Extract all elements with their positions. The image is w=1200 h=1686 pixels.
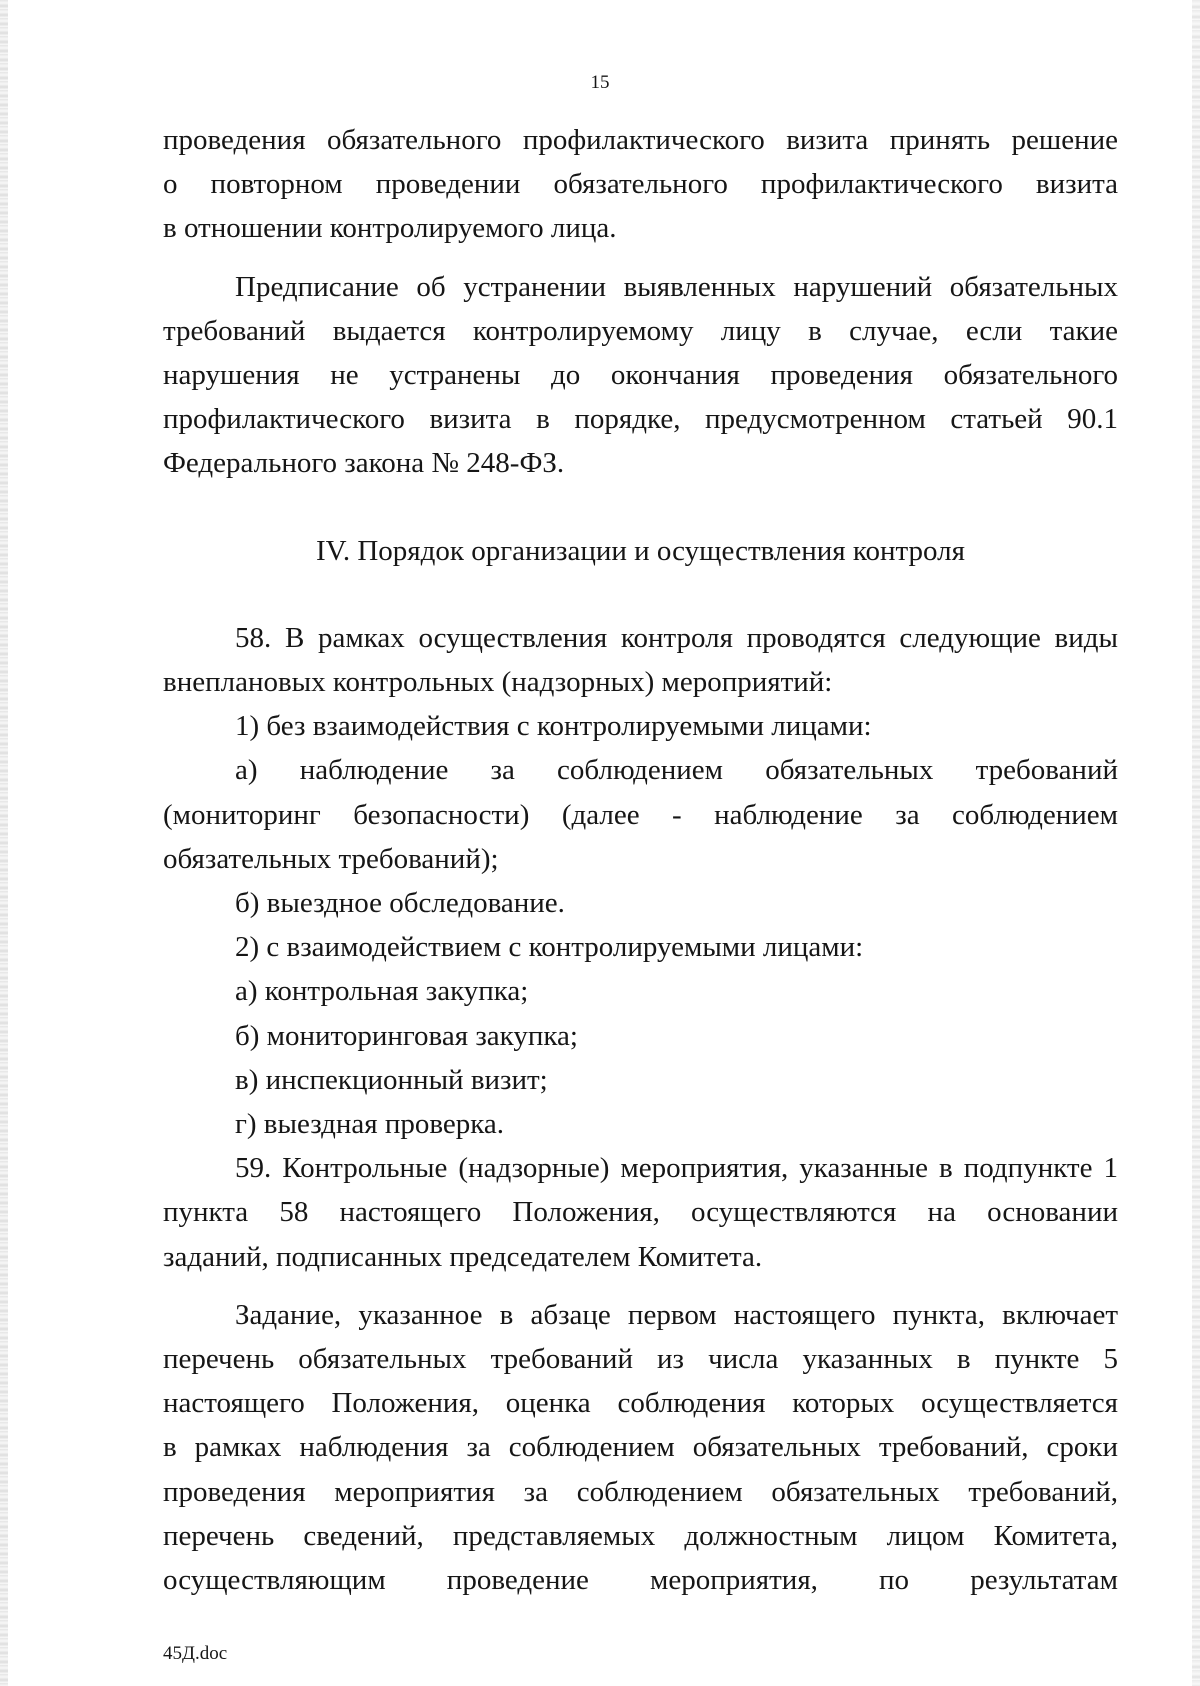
task-paragraph-line: Задание, указанное в абзаце первом настоящего пункта, включает	[235, 1298, 1118, 1331]
item-58-subitem: а) контрольная закупка;	[235, 975, 529, 1008]
prescription-paragraph-line: требований выдается контролируемому лицу в случае, если такие	[163, 314, 1118, 347]
prescription-paragraph-line: Предписание об устранении выявленных нарушений обязательных	[235, 270, 1118, 303]
task-paragraph-line: перечень сведений, представляемых должностным лицом Комитета,	[163, 1519, 1118, 1552]
section-heading: IV. Порядок организации и осуществления контроля	[315, 534, 965, 567]
item-58-subitem: б) мониторинговая закупка;	[235, 1019, 578, 1052]
item-58-line: 58. В рамках осуществления контроля проводятся следующие виды	[235, 621, 1118, 654]
item-58-subitem-line: обязательных требований);	[163, 842, 499, 875]
item-59-line: пункта 58 настоящего Положения, осуществляются на основании	[163, 1196, 1118, 1229]
prescription-paragraph-line: нарушения не устранены до окончания проведения обязательного	[163, 359, 1118, 392]
continued-paragraph-line: в отношении контролируемого лица.	[163, 212, 617, 245]
task-paragraph-line: перечень обязательных требований из числа указанных в пункте 5	[163, 1343, 1118, 1376]
continued-paragraph-line: о повторном проведении обязательного профилактического визита	[163, 168, 1118, 201]
scan-edge-right	[1192, 0, 1200, 1686]
item-58-subitem: б) выездное обследование.	[235, 887, 565, 920]
task-paragraph-line: проведения мероприятия за соблюдением обязательных требований,	[163, 1475, 1118, 1508]
document-body	[163, 118, 1118, 1602]
item-58-subitem: в) инспекционный визит;	[235, 1063, 548, 1096]
task-paragraph-line: осуществляющим проведение мероприятия, по результатам	[163, 1564, 1118, 1597]
item-58-subitem-line: (мониторинг безопасности) (далее - наблюдение за соблюдением	[163, 798, 1118, 831]
item-58-subitem: а) наблюдение за соблюдением обязательных требований	[235, 754, 1118, 787]
task-paragraph-line: в рамках наблюдения за соблюдением обязательных требований, сроки	[163, 1431, 1118, 1464]
prescription-paragraph-line: профилактического визита в порядке, предусмотренном статьей 90.1	[163, 403, 1118, 436]
footer-filename: 45Д.doc	[163, 1643, 228, 1664]
item-58-subitem: 2) с взаимодействием с контролируемыми лицами:	[235, 931, 864, 964]
item-58-subitem: г) выездная проверка.	[235, 1108, 505, 1141]
continued-paragraph-line: проведения обязательного профилактического визита принять решение	[163, 124, 1118, 156]
item-58-subitem: 1) без взаимодействия с контролируемыми лицами:	[235, 710, 872, 743]
item-58-line: внеплановых контрольных (надзорных) мероприятий:	[163, 666, 833, 699]
item-59-line: 59. Контрольные (надзорные) мероприятия, указанные в подпункте 1	[235, 1152, 1118, 1185]
scan-edge-left	[0, 0, 8, 1686]
task-paragraph-line: настоящего Положения, оценка соблюдения которых осуществляется	[163, 1387, 1118, 1420]
item-59-line: заданий, подписанных председателем Комитета.	[163, 1240, 763, 1273]
page-number: 15	[590, 72, 610, 93]
prescription-paragraph-line: Федерального закона № 248-ФЗ.	[163, 447, 565, 480]
